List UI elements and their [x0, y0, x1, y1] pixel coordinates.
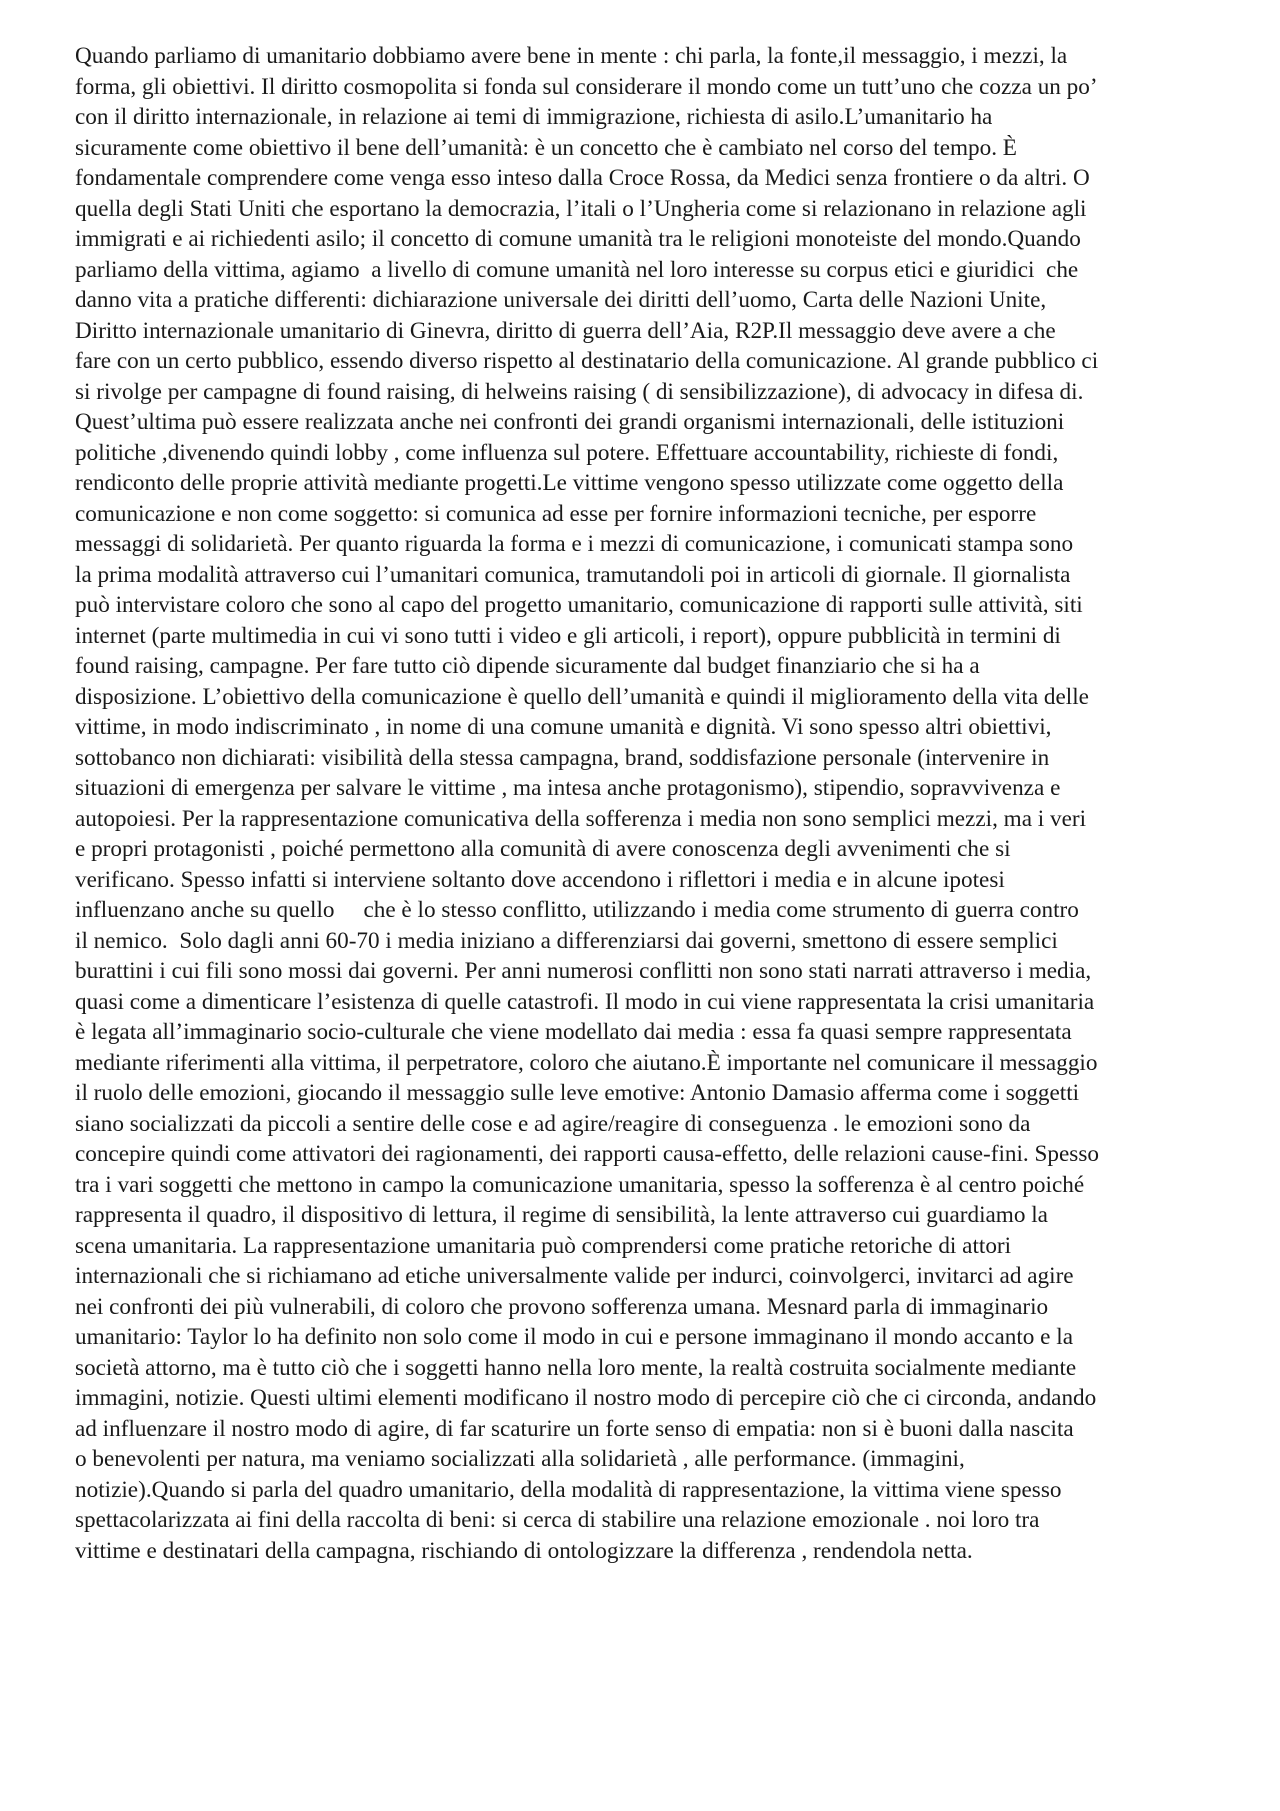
text-line: notizie).Quando si parla del quadro umanitario, della modalità di rappresentazione, la vittima viene spesso — [75, 1476, 1062, 1503]
text-line: si rivolge per campagne di found raising, di helweins raising ( di sensibilizzazione), di advocacy in difesa di. — [75, 378, 1084, 405]
text-line: autopoiesi. Per la rappresentazione comunicativa della sofferenza i media non sono semplici mezzi, ma i veri — [75, 805, 1087, 832]
text-line: e propri protagonisti , poiché permettono alla comunità di avere conoscenza degli avvenimenti che si — [75, 836, 1011, 862]
text-line: situazioni di emergenza per salvare le vittime , ma intesa anche protagonismo), stipendio, sopravvivenza e — [75, 775, 1061, 801]
text-line: umanitario: Taylor lo ha definito non solo come il modo in cui e persone immaginano il mondo accanto e la — [75, 1324, 1073, 1350]
text-line: o benevolenti per natura, ma veniamo socializzati alla solidarietà , alle performance. (immagini, — [75, 1446, 965, 1472]
body-text — [75, 41, 1215, 1566]
text-line: disposizione. L’obiettivo della comunicazione è quello dell’umanità e quindi il miglioramento della vita delle — [75, 683, 1089, 710]
text-line: fondamentale comprendere come venga esso inteso dalla Croce Rossa, da Medici senza frontiere o da altri. O — [75, 165, 1090, 191]
text-line: Quando parliamo di umanitario dobbiamo avere bene in mente : chi parla, la fonte,il messaggio, i mezzi, la — [75, 43, 1068, 69]
text-line: internet (parte multimedia in cui vi sono tutti i video e gli articoli, i report), oppure pubblicità in termini di — [75, 622, 1061, 649]
text-line: internazionali che si richiamano ad etiche universalmente valide per indurci, coinvolgerci, invitarci ad agire — [75, 1263, 1074, 1289]
text-line: siano socializzati da piccoli a sentire delle cose e ad agire/reagire di conseguenza . le emozioni sono da — [75, 1110, 1031, 1137]
text-line: quella degli Stati Uniti che esportano la democrazia, l’itali o l’Ungheria come si relazionano in relazione agli — [75, 195, 1087, 222]
text-line: quasi come a dimenticare l’esistenza di quelle catastrofi. Il modo in cui viene rappresentata la crisi umanitaria — [75, 988, 1095, 1015]
text-line: verificano. Spesso infatti si interviene soltanto dove accendono i riflettori i media e in alcune ipotesi — [75, 866, 1005, 893]
text-line: può intervistare coloro che sono al capo del progetto umanitario, comunicazione di rapporti sulle attività, siti — [75, 592, 1083, 618]
text-line: concepire quindi come attivatori dei ragionamenti, dei rapporti causa-effetto, delle relazioni cause-fini. Spesso — [75, 1141, 1099, 1167]
text-line: burattini i cui fili sono mossi dai governi. Per anni numerosi conflitti non sono stati narrati attraverso i media, — [75, 958, 1092, 984]
text-line: rendiconto delle proprie attività mediante progetti.Le vittime vengono spesso utilizzate come oggetto della — [75, 470, 1064, 496]
text-line: sicuramente come obiettivo il bene dell’umanità: è un concetto che è cambiato nel corso del tempo. È — [75, 134, 1017, 161]
text-line: tra i vari soggetti che mettono in campo la comunicazione umanitaria, spesso la sofferenza è al centro poiché — [75, 1171, 1085, 1198]
text-line: immagini, notizie. Questi ultimi elementi modificano il nostro modo di percepire ciò che ci circonda, andando — [75, 1385, 1097, 1411]
text-line: è legata all’immaginario socio-culturale che viene modellato dai media : essa fa quasi sempre rappresentata — [75, 1019, 1072, 1045]
text-line: nei confronti dei più vulnerabili, di coloro che provono sofferenza umana. Mesnard parla di immaginario — [75, 1293, 1049, 1320]
text-line: messaggi di solidarietà. Per quanto riguarda la forma e i mezzi di comunicazione, i comunicati stampa sono — [75, 531, 1074, 557]
text-line: vittime e destinatari della campagna, rischiando di ontologizzare la differenza , rendendola netta. — [75, 1537, 973, 1564]
text-line: immigrati e ai richiedenti asilo; il concetto di comune umanità tra le religioni monoteiste del mondo.Quando — [75, 226, 1081, 252]
text-line: danno vita a pratiche differenti: dichiarazione universale dei diritti dell’uomo, Carta delle Nazioni Unite, — [75, 287, 1047, 313]
text-line: il ruolo delle emozioni, giocando il messaggio sulle leve emotive: Antonio Damasio afferma come i soggetti — [75, 1080, 1080, 1106]
text-line: mediante riferimenti alla vittima, il perpetratore, coloro che aiutano.È importante nel comunicare il messaggio — [75, 1049, 1098, 1076]
text-line: comunicazione e non come soggetto: si comunica ad esse per fornire informazioni tecniche, per esporre — [75, 500, 1037, 527]
text-line: politiche ,divenendo quindi lobby , come influenza sul potere. Effettuare accountability, richieste di fondi, — [75, 439, 1059, 466]
text-line: il nemico. Solo dagli anni 60-70 i media iniziano a differenziarsi dai governi, smettono di essere semplici — [75, 927, 1058, 954]
text-line: fare con un certo pubblico, essendo diverso rispetto al destinatario della comunicazione. Al grande pubblico ci — [75, 348, 1099, 374]
text-line: spettacolarizzata ai fini della raccolta di beni: si cerca di stabilire una relazione emozionale . noi loro tra — [75, 1507, 1040, 1533]
text-line: scena umanitaria. La rappresentazione umanitaria può comprendersi come pratiche retoriche di attori — [75, 1232, 1012, 1259]
text-line: forma, gli obiettivi. Il diritto cosmopolita si fonda sul considerare il mondo come un tutt’uno che cozza un po’ — [75, 73, 1098, 100]
text-line: Diritto internazionale umanitario di Ginevra, diritto di guerra dell’Aia, R2P.Il messaggio deve avere a che — [75, 317, 1056, 344]
text-line: influenzano anche su quello che è lo stesso conflitto, utilizzando i media come strumento di guerra contro — [75, 897, 1079, 923]
text-line: società attorno, ma è tutto ciò che i soggetti hanno nella loro mente, la realtà costruita socialmente mediante — [75, 1354, 1077, 1381]
text-line: vittime, in modo indiscriminato , in nome di una comune umanità e dignità. Vi sono spesso altri obiettivi, — [75, 714, 1052, 740]
text-line: con il diritto internazionale, in relazione ai temi di immigrazione, richiesta di asilo.L’umanitario ha — [75, 104, 993, 130]
text-line: parliamo della vittima, agiamo a livello di comune umanità nel loro interesse su corpus etici e giuridici che — [75, 256, 1079, 283]
text-line: sottobanco non dichiarati: visibilità della stessa campagna, brand, soddisfazione personale (intervenire in — [75, 744, 1050, 771]
text-line: rappresenta il quadro, il dispositivo di lettura, il regime di sensibilità, la lente attraverso cui guardiamo la — [75, 1202, 1048, 1228]
text-line: ad influenzare il nostro modo di agire, di far scaturire un forte senso di empatia: non si è buoni dalla nascita — [75, 1415, 1074, 1442]
text-line: found raising, campagne. Per fare tutto ciò dipende sicuramente dal budget finanziario che si ha a — [75, 653, 980, 679]
text-line: la prima modalità attraverso cui l’umanitari comunica, tramutandoli poi in articoli di giornale. Il giornalista — [75, 561, 1071, 588]
text-line: Quest’ultima può essere realizzata anche nei confronti dei grandi organismi internazionali, delle istituzioni — [75, 409, 1065, 435]
